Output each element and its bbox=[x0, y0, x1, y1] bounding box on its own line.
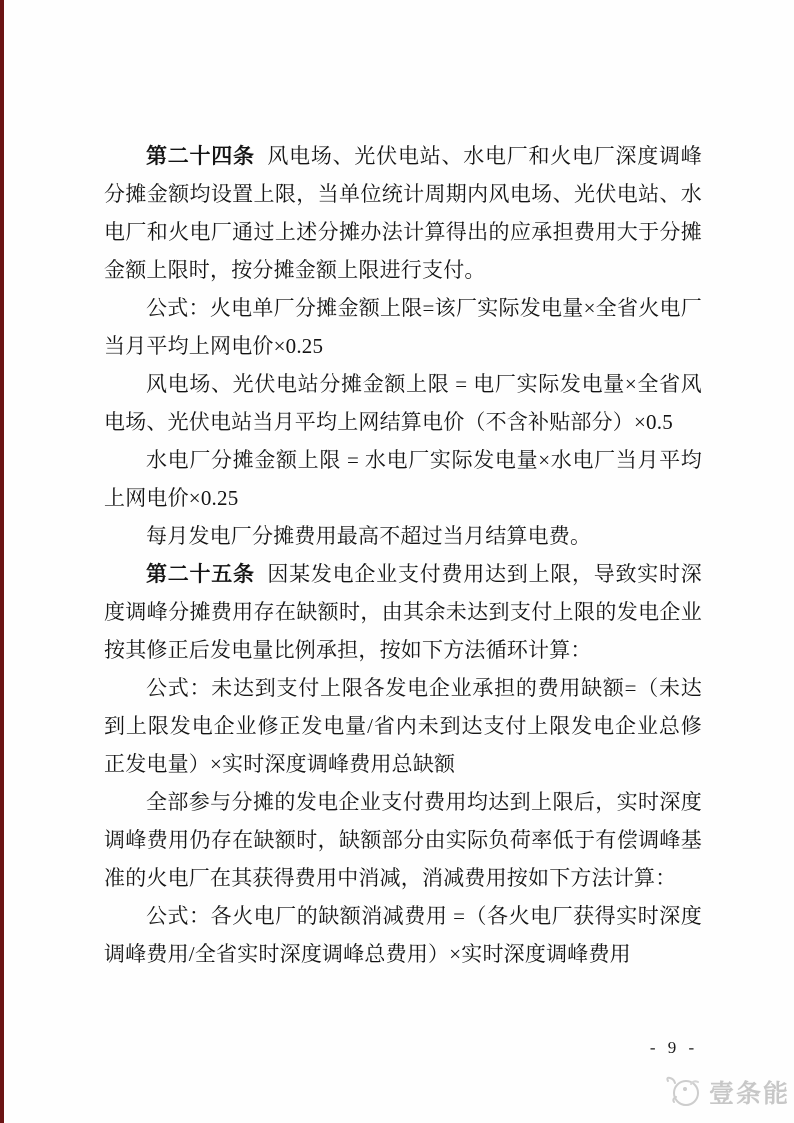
paragraph: 每月发电厂分摊费用最高不超过当月结算电费。 bbox=[146, 524, 592, 548]
paragraph: 风电场、光伏电站分摊金额上限 = 电厂实际发电量×全省风电场、光伏电站当月平均上网结算电价（不含补贴部分）×0.5 bbox=[104, 372, 702, 434]
paragraph: 公式：各火电厂的缺额消减费用 =（各火电厂获得实时深度调峰费用/全省实时深度调峰总费用）×实时深度调峰费用 bbox=[104, 904, 702, 966]
paragraph: 第二十五条 因某发电企业支付费用达到上限，导致实时深度调峰分摊费用存在缺额时，由其余未达到支付上限的发电企业按其修正后发电量比例承担，按如下方法循环计算： bbox=[104, 562, 703, 662]
article-number: 第二十四条 bbox=[146, 144, 255, 168]
bird-mascot-icon bbox=[664, 1075, 704, 1109]
brand-watermark bbox=[664, 1074, 790, 1110]
paragraph: 公式：火电单厂分摊金额上限=该厂实际发电量×全省火电厂当月平均上网电价×0.25 bbox=[104, 296, 702, 358]
article-number: 第二十五条 bbox=[146, 562, 255, 586]
paragraph: 水电厂分摊金额上限 = 水电厂实际发电量×水电厂当月平均上网电价×0.25 bbox=[104, 448, 702, 510]
page-number: - 9 - bbox=[649, 1038, 699, 1057]
document-body bbox=[104, 137, 702, 973]
paragraph: 全部参与分摊的发电企业支付费用均达到上限后，实时深度调峰费用仍存在缺额时，缺额部分由实际负荷率低于有偿调峰基准的火电厂在其获得费用中消减，消减费用按如下方法计算： bbox=[104, 790, 702, 890]
paragraph: 公式：未达到支付上限各发电企业承担的费用缺额=（未达到上限发电企业修正发电量/省内未到达支付上限发电企业总修正发电量）×实时深度调峰费用总缺额 bbox=[104, 676, 702, 776]
left-edge-accent-bar bbox=[0, 0, 4, 1123]
brand-watermark-text: 壹条能 bbox=[709, 1080, 791, 1108]
paragraph: 第二十四条 风电场、光伏电站、水电厂和火电厂深度调峰分摊金额均设置上限，当单位统计周期内风电场、光伏电站、水电厂和火电厂通过上述分摊办法计算得出的应承担费用大于分摊金额上限时，按分摊金额上限进行支付。 bbox=[104, 144, 703, 282]
